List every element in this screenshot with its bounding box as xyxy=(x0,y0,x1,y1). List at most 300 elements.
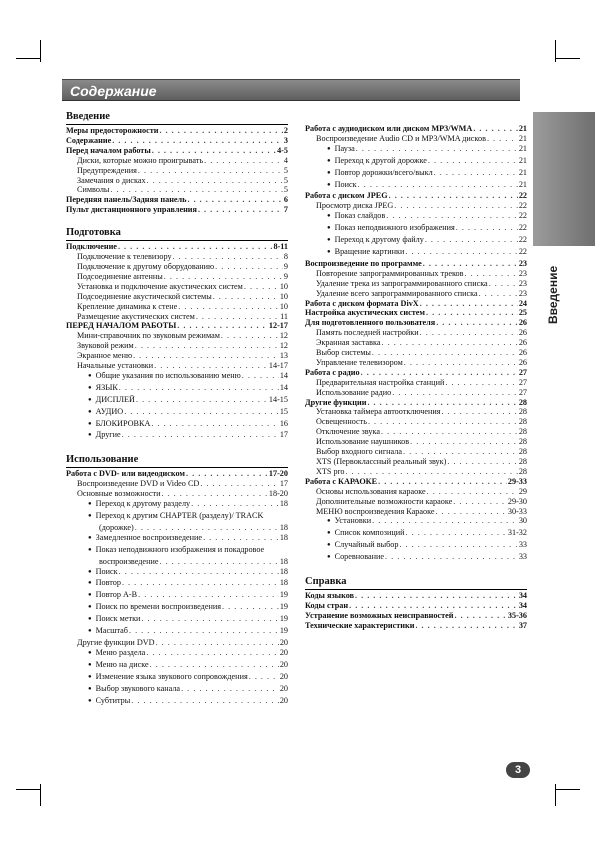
toc-entry xyxy=(66,242,288,252)
toc-entry-title: Подключение к другому оборудованию xyxy=(77,261,215,271)
toc-entry-page: 18 xyxy=(279,566,288,576)
toc-entry-title: Установка таймера автоотключения xyxy=(316,407,441,417)
toc-entry-page: 30-33 xyxy=(507,506,527,516)
toc-entry-title: Повторение запрограммированных треков xyxy=(316,268,464,278)
toc-entry-title: Другие функции xyxy=(305,397,367,407)
crop-mark xyxy=(16,789,40,790)
toc-entry-title: ● Общие указания по использованию меню xyxy=(88,371,241,383)
toc-entry-title: ● Пауза xyxy=(327,144,355,156)
toc-leader-dots xyxy=(221,331,279,341)
toc-entry xyxy=(305,601,527,611)
toc-leader-dots xyxy=(119,567,279,577)
toc-entry-page: 23 xyxy=(518,278,527,288)
toc-leader-dots xyxy=(367,398,517,408)
toc-leader-dots xyxy=(159,126,282,136)
toc-entry-page: 18 xyxy=(279,522,288,532)
toc-leader-dots xyxy=(427,487,518,497)
toc-entry-title: Подсоединение антенны xyxy=(77,271,163,281)
toc-entry-title: ● Установки xyxy=(327,516,371,528)
toc-entry-title: ● Повтор xyxy=(88,578,121,590)
toc-entry xyxy=(66,272,288,282)
toc-entry-page: 28 xyxy=(518,457,527,466)
toc-entry xyxy=(66,533,288,545)
toc-entry-title: Использование радио xyxy=(316,387,392,397)
toc-entry-title: Начальные установки xyxy=(77,361,154,371)
toc-entry xyxy=(305,388,527,398)
toc-leader-dots xyxy=(423,259,518,269)
toc-entry-page: 26 xyxy=(518,348,527,358)
toc-entry-title: ● АУДИО xyxy=(88,407,123,419)
toc-entry-title: XTS pro xyxy=(316,466,345,476)
toc-entry xyxy=(305,308,527,318)
crop-mark xyxy=(556,58,580,59)
toc-entry-page: 20 xyxy=(279,659,288,669)
toc-entry-title: Звуковой режим xyxy=(77,341,134,351)
toc-entry-title: Технические характеристики xyxy=(305,620,415,630)
toc-leader-dots xyxy=(203,533,279,543)
toc-entry-title: ● Субтитры xyxy=(88,696,130,708)
toc-entry-page: 34 xyxy=(518,591,527,601)
toc-entry xyxy=(66,176,288,186)
toc-leader-dots xyxy=(355,591,518,601)
toc-entry-page: 18 xyxy=(279,556,288,566)
toc-entry-page: 21 xyxy=(518,143,527,153)
page-title: Содержание xyxy=(70,83,157,99)
toc-entry-page: 16 xyxy=(279,418,288,428)
toc-entry-title: Предварительная настройка станций xyxy=(316,377,445,387)
toc-entry-page: 37 xyxy=(518,620,527,630)
toc-entry-title: Работа с DVD- или видеодиском xyxy=(66,469,185,479)
toc-entry-title: ● Переход к другим CHAPTER (разделу)/ TRACK xyxy=(88,511,263,523)
side-tab-label: Введение xyxy=(546,265,560,324)
toc-entry xyxy=(66,511,288,523)
toc-entry-page: 20 xyxy=(279,671,288,681)
toc-entry-title: ● Повтор дорожки/всего/выкл xyxy=(327,168,433,180)
contents-banner xyxy=(62,79,520,101)
toc-entry xyxy=(305,279,527,289)
toc-entry-title: Выбор входного сигнала xyxy=(316,447,402,457)
section-heading-reference: Справка xyxy=(305,575,527,590)
toc-entry-title: Установка и подключение акустических систем xyxy=(77,281,243,291)
toc-leader-dots xyxy=(146,648,279,658)
toc-entry xyxy=(305,516,527,528)
toc-leader-dots xyxy=(356,144,518,154)
toc-leader-dots xyxy=(110,185,283,195)
toc-entry-title: Коды языков xyxy=(305,591,354,601)
toc-leader-dots xyxy=(129,626,279,636)
toc-entry-page: 15 xyxy=(279,406,288,416)
toc-entry-title: ● Изменение языка звукового сопровождения xyxy=(88,672,248,684)
toc-entry-page: 29-30 xyxy=(507,496,527,506)
toc-entry-page: 19 xyxy=(279,602,288,612)
toc-entry xyxy=(305,507,527,517)
toc-entry-title: Содержание xyxy=(66,135,112,145)
toc-entry xyxy=(305,235,527,247)
toc-entry-title: ● Показ неподвижного изображения и покадровое xyxy=(88,545,264,557)
toc-entry xyxy=(66,282,288,292)
toc-entry-title: Основы использования караоке xyxy=(316,486,426,496)
toc-entry xyxy=(305,591,527,601)
toc-leader-dots xyxy=(118,242,272,252)
toc-entry-page: 11 xyxy=(280,311,288,321)
toc-entry-page: 18 xyxy=(279,578,288,588)
toc-entry-title: ● Случайный выбор xyxy=(327,540,398,552)
toc-leader-dots xyxy=(154,361,268,371)
toc-leader-dots xyxy=(138,166,283,176)
toc-entry-title: Предупреждения xyxy=(77,165,137,175)
toc-leader-dots xyxy=(187,195,282,205)
toc-entry xyxy=(66,371,288,383)
toc-leader-dots xyxy=(122,430,279,440)
crop-mark xyxy=(555,784,556,806)
toc-entry-title: Основные возможности xyxy=(77,489,161,499)
section-side-tab xyxy=(533,112,595,324)
toc-leader-dots xyxy=(415,621,517,631)
toc-entry-page: 29-33 xyxy=(507,476,527,486)
toc-entry xyxy=(66,195,288,205)
toc-entry-page: 28 xyxy=(518,397,527,407)
toc-list-prep xyxy=(66,242,288,442)
toc-entry-page: 28 xyxy=(518,407,527,417)
toc-leader-dots xyxy=(244,282,279,292)
toc-entry-title: ● Показ неподвижного изображения xyxy=(327,223,455,235)
toc-entry-title: Замечания о дисках xyxy=(77,175,146,185)
toc-entry-page: 20 xyxy=(279,695,288,705)
toc-leader-dots xyxy=(436,318,518,328)
toc-entry xyxy=(305,437,527,447)
toc-entry xyxy=(66,499,288,511)
toc-entry-title: воспроизведение xyxy=(99,556,159,566)
toc-entry xyxy=(66,361,288,371)
toc-entry-page: 22 xyxy=(518,211,527,221)
toc-entry xyxy=(66,262,288,272)
toc-entry-title: Крепление динамика к стене xyxy=(77,301,178,311)
toc-entry-page: 10 xyxy=(279,301,288,311)
toc-entry xyxy=(305,358,527,368)
toc-leader-dots xyxy=(445,378,517,388)
toc-entry xyxy=(66,302,288,312)
toc-leader-dots xyxy=(177,321,268,331)
toc-leader-dots xyxy=(361,368,518,378)
toc-leader-dots xyxy=(152,146,276,156)
toc-entry xyxy=(305,487,527,497)
toc-entry-page: 8-11 xyxy=(273,242,288,252)
toc-entry-page: 23 xyxy=(518,268,527,278)
toc-entry xyxy=(305,328,527,338)
toc-leader-dots xyxy=(372,516,518,526)
toc-entry-title: Подключение xyxy=(66,242,117,252)
toc-entry-page: 27 xyxy=(518,387,527,397)
toc-leader-dots xyxy=(447,457,517,467)
toc-entry-page: 22 xyxy=(518,235,527,245)
toc-entry-page: 24 xyxy=(518,298,527,308)
toc-entry xyxy=(66,395,288,407)
toc-entry-title: ● Меню на диске xyxy=(88,660,149,672)
toc-entry xyxy=(66,341,288,351)
toc-entry xyxy=(305,211,527,223)
toc-entry xyxy=(305,180,527,192)
toc-entry xyxy=(305,259,527,269)
toc-leader-dots xyxy=(381,427,518,437)
toc-entry-title: Работа с диском формата DivX xyxy=(305,298,419,308)
toc-entry-page: 9 xyxy=(283,271,288,281)
toc-leader-dots xyxy=(405,247,517,257)
toc-entry xyxy=(305,299,527,309)
page-number: 3 xyxy=(514,764,522,776)
toc-entry xyxy=(305,540,527,552)
toc-entry xyxy=(66,523,288,533)
toc-entry xyxy=(66,672,288,684)
toc-leader-dots xyxy=(403,447,518,457)
toc-leader-dots xyxy=(173,252,283,262)
toc-entry-title: Экранное меню xyxy=(77,351,133,361)
toc-entry-page: 26 xyxy=(518,318,527,328)
toc-entry xyxy=(66,166,288,176)
toc-entry xyxy=(66,351,288,361)
toc-entry-title: Работа с КАРАОКЕ xyxy=(305,476,378,486)
toc-leader-dots xyxy=(394,201,518,211)
toc-entry-title: Воспроизведение Audio CD и MP3/WMA дисков xyxy=(316,133,486,143)
toc-entry-page: 8 xyxy=(283,252,288,262)
toc-entry xyxy=(305,338,527,348)
toc-entry-title: ● Замедленное воспроизведение xyxy=(88,533,202,545)
toc-entry xyxy=(305,378,527,388)
toc-leader-dots xyxy=(151,419,278,429)
toc-entry xyxy=(305,348,527,358)
toc-leader-dots xyxy=(456,223,518,233)
toc-entry xyxy=(66,626,288,638)
toc-entry-page: 21 xyxy=(518,179,527,189)
toc-entry-page: 4-5 xyxy=(277,145,288,155)
toc-entry-title: ● Повтор A-B xyxy=(88,590,137,602)
toc-entry-title: Устранение возможных неисправностей xyxy=(305,610,454,620)
toc-entry-title: Коды стран xyxy=(305,600,349,610)
toc-entry-page: 13 xyxy=(279,351,288,361)
toc-entry-page: 21 xyxy=(518,124,527,133)
toc-entry-page: 12-17 xyxy=(268,321,288,331)
toc-leader-dots xyxy=(436,507,507,517)
toc-entry-title: Удаление всего запрограммированного списка xyxy=(316,288,478,298)
toc-leader-dots xyxy=(204,156,283,166)
toc-entry-page: 4 xyxy=(283,155,288,165)
toc-entry xyxy=(305,467,527,477)
toc-leader-dots xyxy=(164,272,283,282)
toc-entry-page: 18-20 xyxy=(268,489,288,499)
toc-entry xyxy=(305,552,527,564)
toc-leader-dots xyxy=(159,557,278,567)
toc-list-intro xyxy=(66,126,288,215)
toc-entry-page: 5 xyxy=(283,175,288,185)
toc-entry-title: ● Поиск xyxy=(88,567,118,579)
toc-entry-title: Управление телевизором xyxy=(316,357,403,367)
toc-entry-title: Воспроизведение по программе xyxy=(305,258,422,268)
toc-leader-dots xyxy=(122,578,279,588)
toc-leader-dots xyxy=(222,602,279,612)
toc-leader-dots xyxy=(138,590,279,600)
toc-leader-dots xyxy=(135,341,279,351)
toc-leader-dots xyxy=(198,205,283,215)
toc-entry-title: Подключение к телевизору xyxy=(77,252,172,262)
toc-entry xyxy=(66,660,288,672)
toc-entry-page: 21 xyxy=(518,167,527,177)
toc-entry xyxy=(305,621,527,631)
toc-entry xyxy=(305,427,527,437)
toc-entry-page: 28 xyxy=(518,447,527,457)
toc-entry-page: 20 xyxy=(279,647,288,657)
toc-leader-dots xyxy=(399,540,517,550)
toc-leader-dots xyxy=(428,156,518,166)
toc-entry xyxy=(305,144,527,156)
toc-entry xyxy=(305,156,527,168)
toc-entry xyxy=(66,578,288,590)
toc-entry-title: Просмотр диска JPEG xyxy=(316,201,394,211)
toc-leader-dots xyxy=(464,269,517,279)
toc-entry xyxy=(66,252,288,262)
toc-entry-page: 35-36 xyxy=(507,610,527,620)
toc-entry-page: 22 xyxy=(518,201,527,211)
toc-entry-page: 27 xyxy=(518,377,527,387)
toc-entry-title: Отключение звука xyxy=(316,427,380,437)
toc-entry-page: 28 xyxy=(518,417,527,427)
toc-entry-title: XTS (Первоклассный реальный звук) xyxy=(316,457,447,466)
toc-entry-page: 5 xyxy=(283,185,288,195)
toc-entry-page: 21 xyxy=(518,155,527,165)
toc-entry-page: 17-20 xyxy=(268,469,288,479)
toc-entry-page: 5 xyxy=(283,165,288,175)
toc-entry-page: 22 xyxy=(518,223,527,233)
toc-leader-dots xyxy=(386,211,518,221)
toc-entry xyxy=(66,648,288,660)
toc-entry xyxy=(66,331,288,341)
toc-entry-title: Мини-справочник по звуковым режимам xyxy=(77,331,220,341)
toc-entry-page: 10 xyxy=(279,291,288,301)
toc-entry-page: 20 xyxy=(279,637,288,647)
toc-entry-page: 12 xyxy=(279,341,288,351)
toc-entry xyxy=(305,368,527,378)
toc-entry xyxy=(305,407,527,417)
toc-entry xyxy=(66,684,288,696)
toc-leader-dots xyxy=(358,180,518,190)
page-number-badge xyxy=(506,762,530,778)
toc-left-column xyxy=(66,110,288,707)
toc-entry-title: Подсоединение акустической системы xyxy=(77,291,212,301)
toc-entry xyxy=(66,383,288,395)
toc-entry xyxy=(66,156,288,166)
toc-entry-page: 21 xyxy=(518,133,527,143)
toc-entry-page: 6 xyxy=(283,195,288,205)
toc-entry-title: Диски, которые можно проигрывать xyxy=(77,155,204,165)
toc-entry-title: МЕНЮ воспроизведения Караоке xyxy=(316,506,435,516)
toc-entry xyxy=(305,447,527,457)
toc-entry xyxy=(66,407,288,419)
crop-mark xyxy=(40,784,41,806)
toc-entry-title: Освещенность xyxy=(316,417,367,427)
toc-entry-title: ● Показ слайдов xyxy=(327,211,385,223)
toc-leader-dots xyxy=(349,601,518,611)
toc-leader-dots xyxy=(131,696,279,706)
toc-entry xyxy=(66,567,288,579)
toc-leader-dots xyxy=(178,302,279,312)
toc-leader-dots xyxy=(378,477,507,487)
toc-entry-title: ● Масштаб xyxy=(88,626,128,638)
toc-entry-page: 14-17 xyxy=(268,361,288,371)
toc-entry-title: ● Вращение картинки xyxy=(327,247,404,259)
toc-entry xyxy=(305,134,527,144)
toc-entry-page: 22 xyxy=(518,246,527,256)
toc-entry xyxy=(305,191,527,201)
section-heading-intro: Введение xyxy=(66,110,288,125)
toc-entry-page: 22 xyxy=(518,191,527,201)
toc-leader-dots xyxy=(487,134,518,144)
toc-leader-dots xyxy=(133,351,279,361)
toc-entry-title: Работа с радио xyxy=(305,367,360,377)
toc-leader-dots xyxy=(425,235,518,245)
toc-leader-dots xyxy=(389,191,518,201)
toc-entry-page: 19 xyxy=(279,626,288,636)
toc-leader-dots xyxy=(404,358,518,368)
toc-entry-title: ● Список композиций xyxy=(327,528,405,540)
toc-entry xyxy=(305,247,527,259)
toc-entry-title: Использование наушников xyxy=(316,437,410,447)
toc-entry xyxy=(66,205,288,215)
toc-entry-title: Дополнительные возможности караоке xyxy=(316,496,453,506)
toc-entry xyxy=(305,289,527,299)
toc-entry xyxy=(66,696,288,708)
toc-leader-dots xyxy=(112,136,283,146)
toc-leader-dots xyxy=(385,552,518,562)
toc-entry-page: 19 xyxy=(279,614,288,624)
toc-entry-title: Работа с диском JPEG xyxy=(305,191,388,201)
toc-entry-title: Размещение акустических систем xyxy=(77,311,195,321)
toc-entry-title: Другие функции DVD xyxy=(77,637,155,647)
toc-entry-title: ● Переход к другому файлу xyxy=(327,235,424,247)
toc-leader-dots xyxy=(368,417,518,427)
section-heading-usage: Использование xyxy=(66,453,288,468)
toc-entry xyxy=(305,417,527,427)
toc-entry xyxy=(66,557,288,567)
toc-entry-page: 14 xyxy=(279,370,288,380)
toc-entry xyxy=(66,419,288,431)
toc-entry xyxy=(305,201,527,211)
toc-entry-title: Экранная заставка xyxy=(316,338,381,348)
toc-entry xyxy=(305,528,527,540)
toc-entry-page: 3 xyxy=(283,135,288,145)
toc-entry xyxy=(66,146,288,156)
toc-leader-dots xyxy=(473,124,518,134)
toc-entry-title: Символы xyxy=(77,185,110,195)
toc-entry-page: 28 xyxy=(518,466,527,476)
toc-leader-dots xyxy=(410,437,518,447)
toc-entry-page: 28 xyxy=(518,427,527,437)
toc-leader-dots xyxy=(242,371,279,381)
toc-entry-page: 33 xyxy=(518,552,527,562)
toc-entry xyxy=(66,614,288,626)
toc-leader-dots xyxy=(454,611,506,621)
toc-entry-title: ● Поиск по времени воспроизведения xyxy=(88,602,221,614)
toc-entry-page: 26 xyxy=(518,328,527,338)
toc-leader-dots xyxy=(135,523,279,533)
toc-right-column xyxy=(305,124,527,631)
toc-leader-dots xyxy=(161,489,267,499)
toc-entry-page: 26 xyxy=(518,338,527,348)
toc-leader-dots xyxy=(420,328,518,338)
toc-entry xyxy=(66,479,288,489)
toc-entry xyxy=(66,469,288,479)
toc-entry-page: 17 xyxy=(279,479,288,489)
toc-entry-title: Меры предосторожности xyxy=(66,126,159,135)
toc-entry-title: ● Переход к другому разделу xyxy=(88,499,190,511)
toc-leader-dots xyxy=(150,660,279,670)
